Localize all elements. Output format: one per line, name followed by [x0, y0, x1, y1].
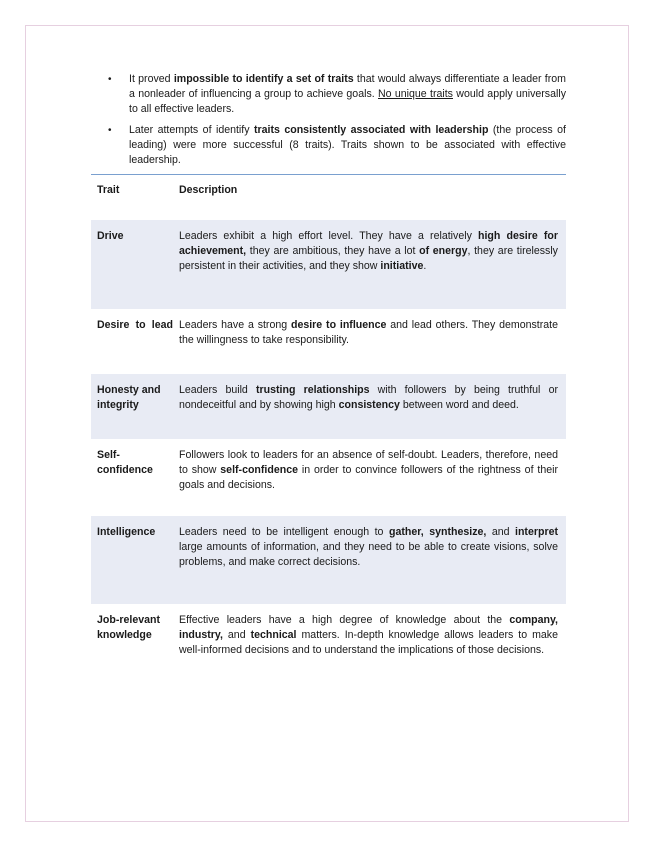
- trait-description: [179, 220, 566, 309]
- text-segment: large amounts of information, and they need to be able to create visions, solve problems, and make correct decisions.: [179, 540, 558, 568]
- text-segment: interpret: [515, 525, 558, 538]
- trait-description: [179, 439, 566, 516]
- bullet-dot-icon: •: [108, 74, 112, 85]
- text-segment: (the process of leading) were more successful (8 traits). Traits shown to be associated with effective leadership.: [129, 124, 566, 166]
- text-segment: traits consistently associated with leadership: [253, 124, 489, 136]
- trait-description: [179, 516, 566, 604]
- text-segment: .: [423, 259, 427, 272]
- trait-description: [179, 604, 566, 684]
- text-segment: matters. In-depth knowledge allows leaders to make well-informed decisions and to understand the implications of those decisions.: [179, 628, 558, 656]
- text-segment: in order to convince followers of the rightness of their goals and decisions.: [179, 463, 558, 491]
- text-segment: , they are tirelessly persistent in their activities, and they show: [179, 244, 558, 272]
- text-segment: high desire for achievement,: [179, 229, 559, 257]
- bullet-dot-icon: •: [108, 125, 112, 136]
- traits-table: [91, 174, 566, 684]
- bullet-list: [91, 72, 566, 168]
- table-row: [91, 220, 566, 309]
- table-header-row: [91, 175, 566, 220]
- text-segment: initiative: [380, 259, 424, 272]
- trait-name: Intelligence: [91, 516, 179, 604]
- trait-name: Desire to lead: [97, 318, 173, 331]
- table-row: [91, 604, 566, 684]
- bullet-item: [91, 123, 566, 168]
- text-segment: trusting relationships: [255, 383, 370, 396]
- bullet-text: [129, 124, 566, 166]
- trait-name: Self-confidence: [97, 448, 153, 476]
- text-segment: desire to influence: [290, 318, 387, 331]
- text-segment: self-confidence: [220, 463, 298, 476]
- text-segment: and lead others. They demonstrate the willingness to take responsibility.: [179, 318, 558, 346]
- text-segment: No unique traits: [378, 88, 453, 100]
- text-segment: impossible to identify a set of traits: [173, 73, 354, 85]
- table-row: [91, 439, 566, 516]
- text-segment: Leaders build: [179, 383, 256, 396]
- table-row: [91, 374, 566, 439]
- text-segment: technical: [250, 628, 297, 641]
- table-row: [91, 516, 566, 604]
- text-segment: consistency: [338, 398, 400, 411]
- text-segment: It proved: [129, 73, 174, 85]
- text-segment: would apply universally to all effective leaders.: [129, 88, 567, 115]
- text-segment: between word and deed.: [399, 398, 519, 411]
- text-segment: company, industry,: [179, 613, 558, 641]
- trait-name: Honesty and integrity: [91, 374, 179, 439]
- text-segment: Leaders need to be intelligent enough to: [179, 525, 389, 538]
- trait-name: Job-relevant knowledge: [97, 613, 160, 641]
- text-segment: Effective leaders have a high degree of knowledge about the: [179, 613, 510, 626]
- text-segment: Later attempts of identify: [129, 124, 254, 136]
- trait-name: Drive: [91, 220, 179, 309]
- text-segment: Followers look to leaders for an absence of self-doubt. Leaders, therefore, need to show: [179, 448, 558, 476]
- text-segment: with followers by being truthful or nondeceitful and by showing high: [179, 383, 558, 411]
- bullet-item: [91, 72, 566, 117]
- trait-description: [179, 374, 566, 439]
- text-segment: that would always differentiate a leader from a nonleader of influencing a group to achieve goals.: [129, 73, 566, 100]
- bullet-text: [129, 73, 566, 115]
- text-segment: and: [222, 628, 251, 641]
- trait-description: [179, 309, 566, 374]
- header-trait: Trait: [97, 184, 120, 196]
- text-segment: they are ambitious, they have a lot: [246, 244, 420, 257]
- table-row: [91, 309, 566, 374]
- text-segment: of energy: [419, 244, 468, 257]
- text-segment: gather, synthesize,: [388, 525, 487, 538]
- header-description: Description: [179, 184, 238, 196]
- document-body: [91, 72, 566, 684]
- text-segment: Leaders have a strong: [179, 318, 291, 331]
- text-segment: and: [486, 525, 516, 538]
- text-segment: Leaders exhibit a high effort level. They have a relatively: [179, 229, 479, 242]
